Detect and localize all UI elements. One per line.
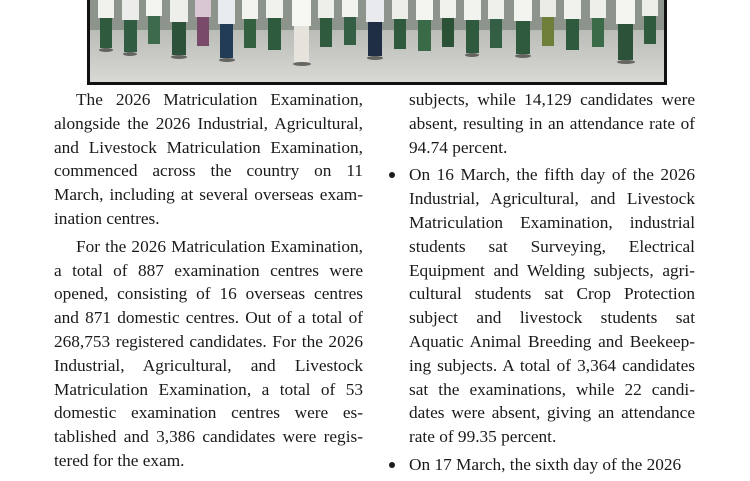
bullet-item: On 16 March, the fifth day of the 2026 Industrial, Agricultural, and Livestock Matriculation Examination, industrial students sat Surveying, Electrical Equipment and Welding subjects, agricultural students sat Crop Protection subject and livestock students sat Aquatic Animal Breeding and Beekeeping subjects. A total of 3,364 candidates sat the examinations, while 22 candidates were absent, giving an attendance rate of 99.35 percent. — [409, 163, 695, 449]
article-paragraph: For the 2026 Matriculation Examination, a total of 887 examination centres were opened, consisting of 16 overseas centres and 871 domestic centres. Out of a total of 268,753 registered candidates. For the 2026 Industrial, Agricultural, and Livestock Matriculation Examination, a total of 53 domestic examination centres were established and 3,386 candidates were registered for the exam. — [54, 236, 363, 470]
article-paragraph-continuation: subjects, while 14,129 candidates were absent, resulting in an attendance rate of 94.74 percent. — [409, 90, 695, 157]
news-photo — [87, 0, 667, 85]
bullet-list — [409, 163, 695, 476]
article-column-right — [409, 88, 695, 481]
article-paragraph: The 2026 Matriculation Examination, alongside the 2026 Industrial, Agricultural, and Livestock Matriculation Examination, commenced across the country on 11 March, including at several overseas examination centres. — [54, 90, 363, 228]
article-column-left — [54, 88, 363, 473]
crowd-of-students-photo-icon — [90, 0, 664, 82]
bullet-item: On 17 March, the sixth day of the 2026 — [409, 453, 695, 477]
